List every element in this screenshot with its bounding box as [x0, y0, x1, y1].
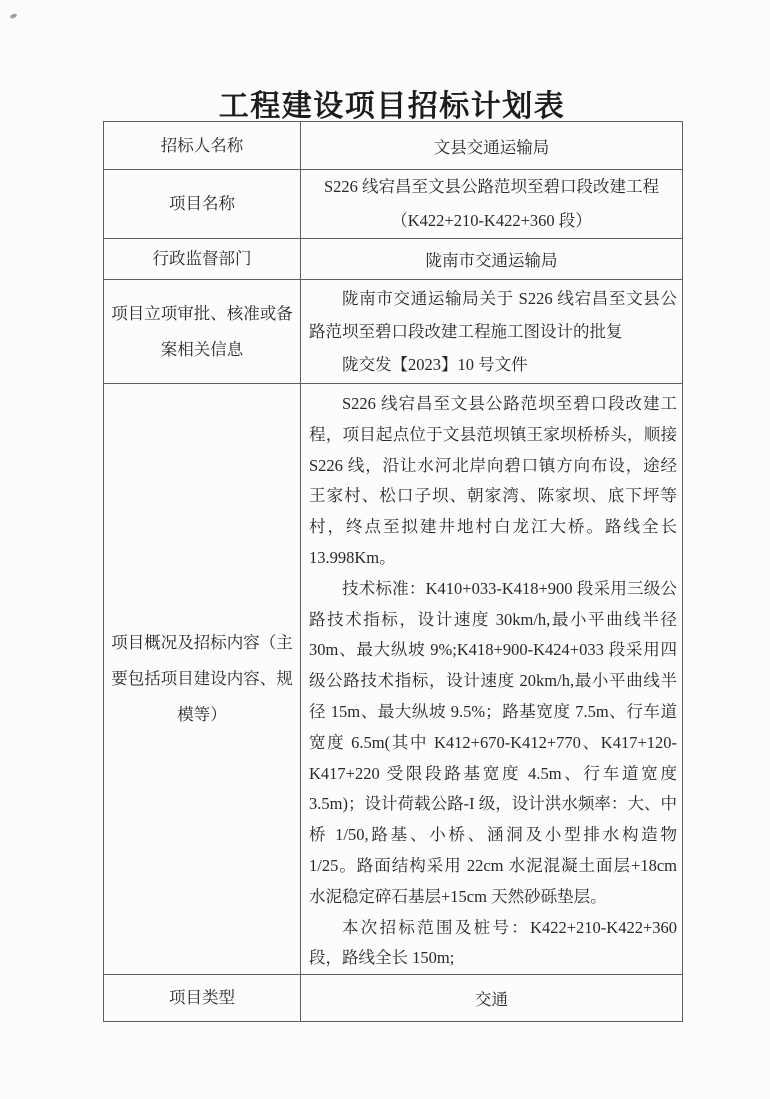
- project-name-line-1: S226 线宕昌至文县公路范坝至碧口段改建工程: [323, 177, 660, 196]
- page-title: 工程建设项目招标计划表: [218, 90, 566, 123]
- row-value-project-overview: [301, 384, 683, 975]
- table-row-project-overview: [104, 384, 683, 975]
- scan-artifact: [9, 13, 17, 20]
- table-row-project-type: [104, 975, 683, 1022]
- table-row-project-name: [104, 170, 683, 239]
- row-label-supervisor: 行政监督部门: [104, 239, 301, 280]
- project-name-line-2: （K422+210-K422+360 段）: [391, 211, 592, 230]
- row-label-approval-info: 项目立项审批、核准或备案相关信息: [104, 280, 301, 384]
- approval-document-number: 陇交发【2023】10 号文件: [342, 355, 528, 374]
- approval-document-title: 陇南市交通运输局关于 S226 线宕昌至文县公路范坝至碧口段改建工程施工图设计的批复: [309, 289, 677, 341]
- overview-bid-scope: 本次招标范围及桩号：K422+210-K422+360 段，路线全长 150m;: [309, 917, 677, 968]
- row-value-project-name: [301, 170, 683, 239]
- table-row-approval-info: [104, 280, 683, 384]
- row-value-project-type: 交通: [301, 975, 683, 1022]
- row-value-tenderer: 文县交通运输局: [301, 122, 683, 170]
- row-label-tenderer: 招标人名称: [104, 122, 301, 170]
- table-row-supervisor: [104, 239, 683, 280]
- row-value-supervisor: 陇南市交通运输局: [301, 239, 683, 280]
- overview-technical-standards: 技术标准：K410+033-K418+900 段采用三级公路技术指标，设计速度 30km/h,最小平曲线半径 30m、最大纵坡 9%;K418+900-K424+033 段采用四级公路技术指标，设计速度 20km/h,最小平曲线半径 15m、最大纵坡 9.5%；路基宽度 7.5m、行车道宽度 6.5m(其中 K412+670-K412+770、K417+120-K417+220 受限段路基宽度 4.5m、行车道宽度 3.5m)；设计荷载公路-I 级，设计洪水频率：大、中桥 1/50,路基、小桥、涵洞及小型排水构造物 1/25。路面结构采用 22cm 水泥混凝土面层+18cm 水泥稳定碎石基层+15cm 天然砂砾垫层。: [309, 578, 677, 906]
- row-label-project-name: 项目名称: [104, 170, 301, 239]
- overview-route-description: S226 线宕昌至文县公路范坝至碧口段改建工程，项目起点位于文县范坝镇王家坝桥桥头，顺接 S226 线，沿让水河北岸向碧口镇方向布设，途经王家村、松口子坝、朝家湾、陈家坝、底下坪等村，终点至拟建井地村白龙江大桥。路线全长 13.998Km。: [309, 394, 677, 567]
- row-label-project-type: 项目类型: [104, 975, 301, 1022]
- row-label-project-overview: 项目概况及招标内容（主要包括项目建设内容、规模等）: [104, 384, 301, 975]
- table-row-tenderer: [104, 122, 683, 170]
- row-value-approval-info: [301, 280, 683, 384]
- bidding-plan-table: [103, 121, 683, 1022]
